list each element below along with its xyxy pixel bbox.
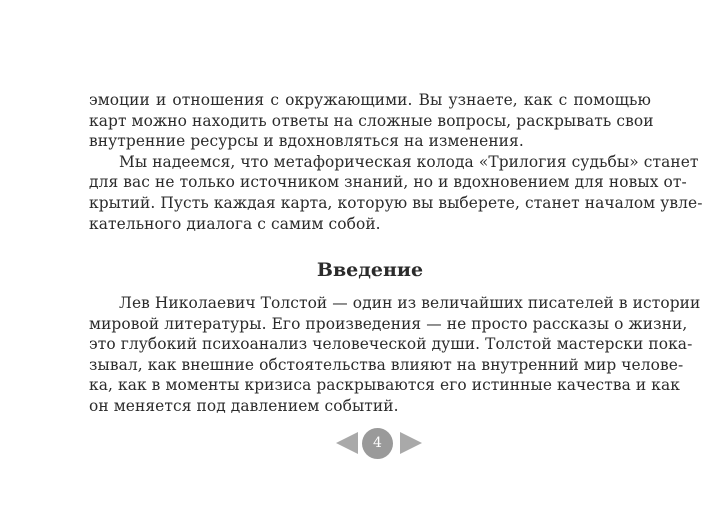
text-line: Мы надеемся, что метафорическая колода «Трилогия судьбы» станет — [119, 152, 699, 171]
text-line: это глубокий психоанализ человеческой души. Толстой мастерски пока- — [89, 335, 693, 354]
text-line: для вас не только источником знаний, но и вдохновением для новых от- — [89, 173, 687, 192]
text-line: Лев Николаевич Толстой — один из величайших писателей в истории — [119, 294, 701, 312]
text-line: кательного диалога с самим собой. — [89, 214, 381, 233]
text-line: ка, как в моменты кризиса раскрываются его истинные качества и как — [89, 376, 680, 395]
text-line: внутренние ресурсы и вдохновляться на изменения. — [89, 132, 524, 151]
paragraph-intro — [89, 293, 701, 417]
text-line: зывал, как внешние обстоятельства влияют на внутренний мир челове- — [89, 355, 684, 374]
text-line: эмоции и отношения с окружающими. Вы узнаете, как с помощью — [89, 91, 651, 109]
triangle-right-icon[interactable] — [400, 432, 422, 454]
paragraph-hope — [89, 152, 703, 234]
triangle-left-icon[interactable] — [336, 432, 358, 454]
section-heading: Введение — [316, 259, 424, 281]
text-line: мировой литературы. Его произведения — не просто рассказы о жизни, — [89, 314, 688, 333]
page-number: 4 — [362, 428, 393, 459]
page-body — [89, 90, 703, 415]
text-line: крытий. Пусть каждая карта, которую вы выберете, станет началом увле- — [89, 193, 703, 212]
text-line: он меняется под давлением событий. — [89, 396, 399, 415]
text-line: карт можно находить ответы на сложные вопросы, раскрывать свои — [89, 111, 654, 130]
paragraph-continued — [89, 90, 654, 152]
page-navigation — [336, 428, 422, 458]
